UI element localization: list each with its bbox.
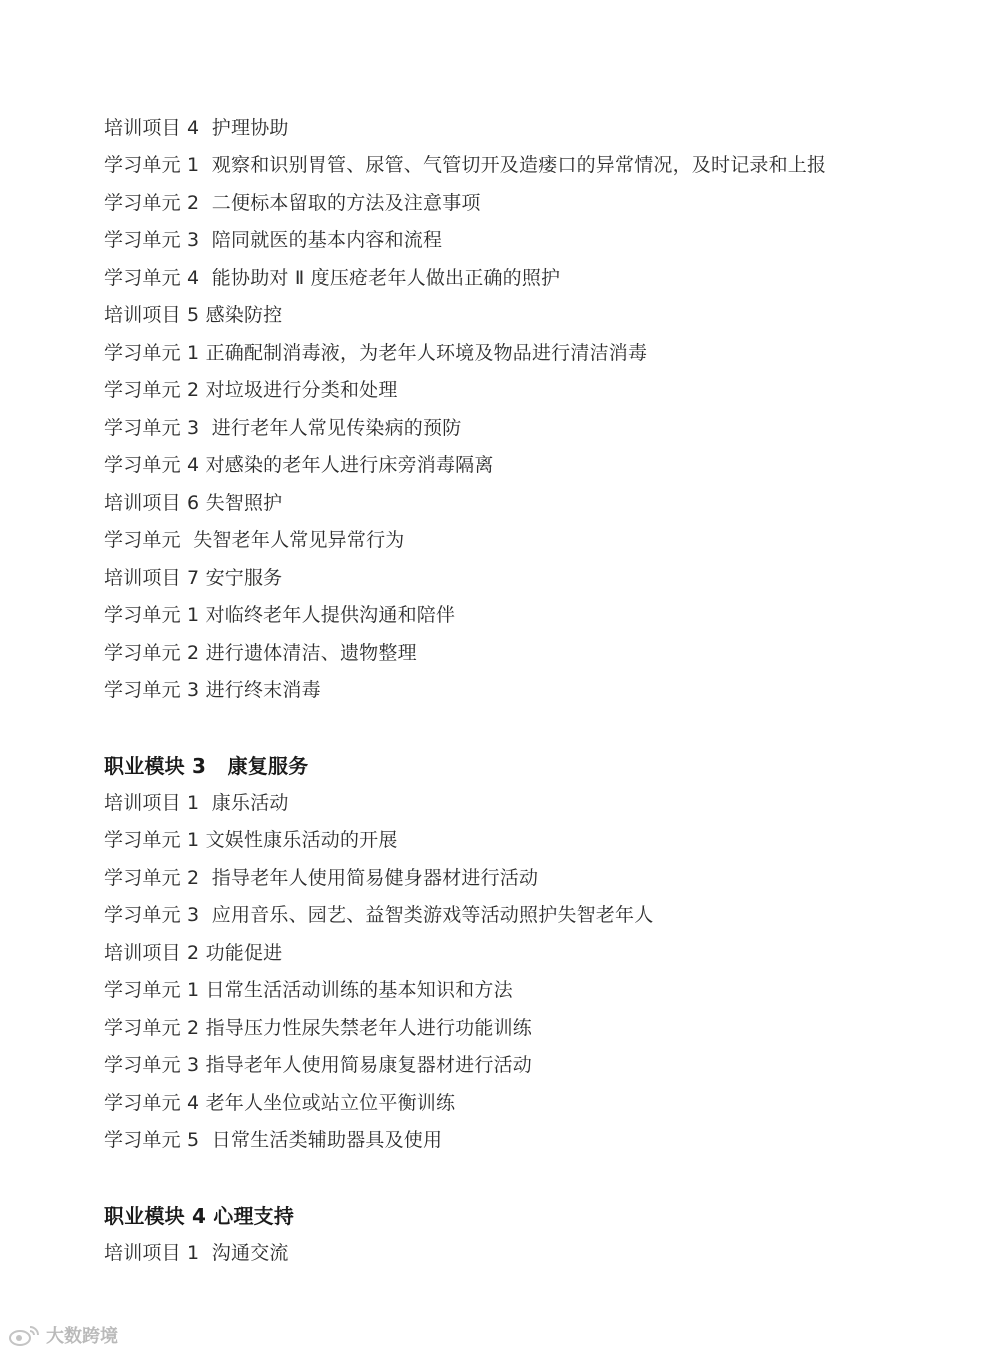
training-item-heading: 培训项目 4 护理协助 [104, 117, 289, 139]
watermark [8, 1322, 118, 1348]
learning-unit-line: 学习单元 2 指导老年人使用简易健身器材进行活动 [104, 867, 539, 889]
module-heading: 职业模块 3 康复服务 [104, 754, 309, 778]
learning-unit-line: 学习单元 1 正确配制消毒液，为老年人环境及物品进行清洁消毒 [104, 342, 648, 364]
learning-unit-line: 学习单元 失智老年人常见异常行为 [104, 529, 405, 551]
learning-unit-line: 学习单元 4 老年人坐位或站立位平衡训练 [104, 1092, 456, 1114]
learning-unit-line: 学习单元 2 进行遗体清洁、遗物整理 [104, 642, 417, 664]
learning-unit-line: 学习单元 1 文娱性康乐活动的开展 [104, 829, 398, 851]
module-heading: 职业模块 4 心理支持 [104, 1204, 295, 1228]
learning-unit-line: 学习单元 5 日常生活类辅助器具及使用 [104, 1129, 443, 1151]
learning-unit-line: 学习单元 3 指导老年人使用简易康复器材进行活动 [104, 1054, 532, 1076]
learning-unit-line: 学习单元 3 进行老年人常见传染病的预防 [104, 417, 462, 439]
learning-unit-line: 学习单元 1 观察和识别胃管、尿管、气管切开及造瘘口的异常情况，及时记录和上报 [104, 154, 827, 176]
training-item-heading: 培训项目 6 失智照护 [104, 492, 283, 514]
learning-unit-line: 学习单元 3 陪同就医的基本内容和流程 [104, 229, 443, 251]
learning-unit-line: 学习单元 4 能协助对 Ⅱ 度压疮老年人做出正确的照护 [104, 267, 561, 289]
learning-unit-line: 学习单元 2 指导压力性尿失禁老年人进行功能训练 [104, 1017, 532, 1039]
training-item-heading: 培训项目 7 安宁服务 [104, 567, 283, 589]
training-item-heading: 培训项目 1 沟通交流 [104, 1242, 289, 1264]
watermark-text: 大数跨境 [46, 1326, 118, 1347]
learning-unit-line: 学习单元 1 对临终老年人提供沟通和陪伴 [104, 604, 456, 626]
learning-unit-line: 学习单元 3 进行终末消毒 [104, 679, 321, 701]
training-item-heading: 培训项目 1 康乐活动 [104, 792, 289, 814]
weibo-logo-icon [8, 1323, 42, 1347]
training-item-heading: 培训项目 2 功能促进 [104, 942, 283, 964]
learning-unit-line: 学习单元 3 应用音乐、园艺、益智类游戏等活动照护失智老年人 [104, 904, 654, 926]
learning-unit-line: 学习单元 1 日常生活活动训练的基本知识和方法 [104, 979, 513, 1001]
learning-unit-line: 学习单元 2 对垃圾进行分类和处理 [104, 379, 398, 401]
learning-unit-line: 学习单元 4 对感染的老年人进行床旁消毒隔离 [104, 454, 494, 476]
learning-unit-line: 学习单元 2 二便标本留取的方法及注意事项 [104, 192, 481, 214]
training-item-heading: 培训项目 5 感染防控 [104, 304, 283, 326]
